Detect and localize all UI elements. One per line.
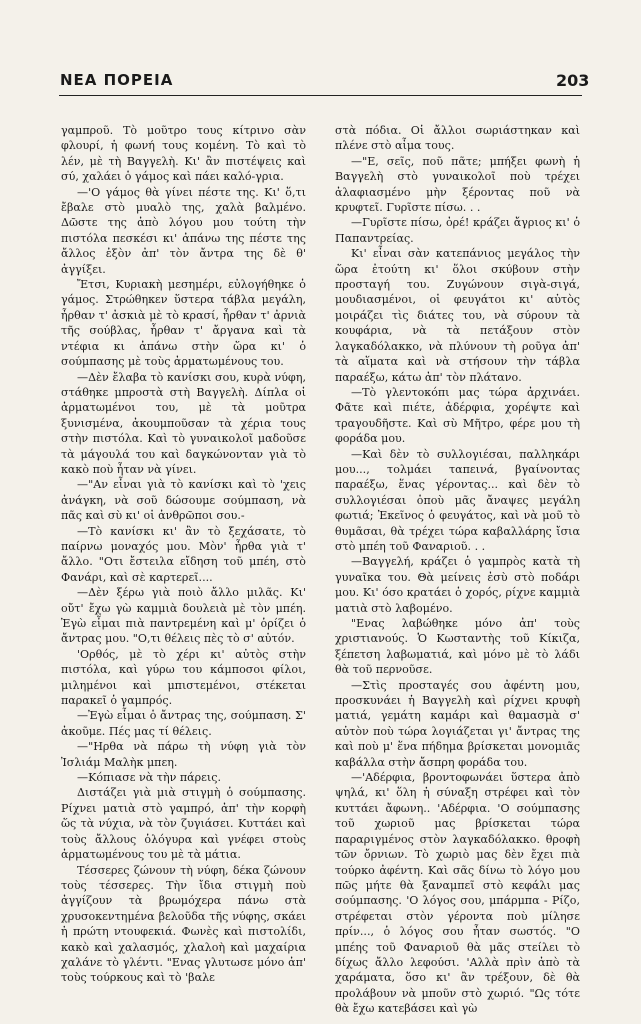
- paragraph: Κι' εἶναι σὰν κατεπάνιος μεγάλος τὴν ὥρα ἐτούτη κι' ὅλοι σκύβουν στὴν προσταγή του. Ζυγώνουν σιγὰ-σιγά, μουδιασμένοι, οἱ φευγάτοι κι' αὐτὸς μοιράζει τὶς διάτες του, νὰ σύρουν τὰ κουφάρια, νὰ τὰ πετάξουν στὸν λαγκαδόλακκο, νὰ πλύνουν τὴ ροῦγα ἀπ' τὰ αἵματα καὶ νὰ στήσουν τὴν τάβλα παραέξω, κάτω ἀπ' τὸν πλάτανο.: [335, 247, 580, 384]
- paragraph: 'Ορθός, μὲ τὸ χέρι κι' αὐτὸς στὴν πιστόλα, καὶ γύρω του κάμποσοι φίλοι, μιλημένοι καὶ μπιστεμένοι, στέκεται παρακεῖ ὁ γαμπρός.: [61, 647, 306, 708]
- paragraph: —Τὸ γλεντοκόπι μας τώρα ἀρχινάει. Φᾶτε καὶ πιέτε, ἀδέρφια, χορέψτε καὶ τραγουδῆστε. Καὶ σὺ Μῆτρο, φέρε μου τὴ φοράδα μου.: [335, 385, 580, 446]
- paragraph: "Ενας λαβώθηκε μόνο ἀπ' τοὺς χριστιανούς. Ὁ Κωσταντὴς τοῦ Κίκιζα, ξέπετση λαβωματιά, καὶ μόνο μὲ τὸ λάδι θὰ τοῦ περνοῦσε.: [335, 617, 580, 677]
- header-rule: [59, 95, 582, 96]
- left-text-column: [61, 123, 306, 986]
- paragraph: —Γυρῖστε πίσω, ὀρέ! κράζει ἄγριος κι' ὁ Παπαντρείας.: [335, 216, 580, 245]
- journal-title: ΝΕΑ ΠΟΡΕΙΑ: [60, 71, 174, 89]
- paragraph: στὰ πόδια. Οἱ ἄλλοι σωριάστηκαν καὶ πλένε στὸ αἷμα τους.: [335, 124, 580, 153]
- paragraph: —"Ε, σεῖς, ποῦ πᾶτε; μπήξει φωνὴ ἡ Βαγγελὴ στὸ γυναικολοῖ ποὺ τρέχει ἀλαφιασμένο μὴν ξέροντας ποῦ νὰ κρυφτεῖ. Γυρῖστε πίσω. . .: [335, 154, 580, 215]
- paragraph: —"Αν εἶναι γιὰ τὸ κανίσκι καὶ τὸ 'χεις ἀνάγκη, νὰ σοῦ δώσουμε σούμπαση, νὰ πᾶς καὶ σὺ κι' οἱ ἀνθρῶποι σου.-: [61, 478, 306, 523]
- paragraph: —Δὲν ξέρω γιὰ ποιὸ ἄλλο μιλᾶς. Κι' οὔτ' ἔχω γὼ καμμιὰ δουλειὰ μὲ τὸν μπέη. Ἐγὼ εἶμαι πιὰ παντρεμένη καὶ μ' ὁρίζει ὁ ἄντρας μου. "Ο,τι θέλεις πὲς τὸ σ' αὐτόν.: [61, 586, 306, 646]
- paragraph: —Καὶ δὲν τὸ συλλογιέσαι, παλληκάρι μου..., τολμάει ταπεινά, βγαίνοντας παραέξω, ἕνας γέροντας... καὶ δὲν τὸ συλλογιέσαι ὁποὺ μᾶς ἄναψες μεγάλη φωτιά; Ἐκεῖνος ὁ φευγάτος, καὶ νὰ μοῦ τὸ θυμᾶσαι, θὰ τρέχει τώρα καβαλλάρης ἴσια στὸ μπέη τοῦ Φαναριοῦ. . .: [335, 447, 580, 553]
- page-header: [0, 0, 641, 100]
- paragraph: —Δὲν ἔλαβα τὸ κανίσκι σου, κυρὰ νύφη, στάθηκε μπροστὰ στὴ Βαγγελὴ. Δίπλα οἱ ἀρματωμένοι του, μὲ τὰ μοῦτρα ξυνισμένα, ἀκουμποῦσαν τὰ χέρια τους στὴν πιστόλα. Καὶ τὸ γυναικολοῖ μαδοῦσε τὰ μάγουλά του καὶ δαγκώνονταν γιὰ τὸ κακὸ ποὺ ἦταν νὰ γίνει.: [61, 370, 306, 476]
- paragraph: —Ἐγὼ εἶμαι ὁ ἄντρας της, σούμπαση. Σ' ἀκοῦμε. Πές μας τί θέλεις.: [61, 709, 306, 738]
- paragraph: —'Ο γάμος θὰ γίνει πέστε της. Κι' ὅ,τι ἔβαλε στὸ μυαλὸ της, χαλὰ βαλμένο. Δῶστε της ἀπὸ λόγου μου τούτη τὴν πιστόλα πεσκέσι κι' ἀπάνω της πέστε της ἄλλος ἐξὸν ἀπ' τὸν ἄντρα της δὲ θ' ἀγγίξει.: [61, 185, 306, 276]
- paragraph: —Στὶς προσταγές σου ἀφέντη μου, προσκυνάει ἡ Βαγγελὴ καὶ ρίχνει κρυφὴ ματιά, γεμάτη καμάρι καὶ θαμασμὰ σ' αὐτὸν ποὺ τώρα λογιάζεται γι' ἄντρας της καὶ ποὺ μ' ἕνα πήδημα βρίσκεται μονομιᾶς καβάλλα στὴν ἄσπρη φοράδα του.: [335, 678, 580, 769]
- paragraph: —Τὸ κανίσκι κι' ἂν τὸ ξεχάσατε, τὸ παίρνω μοναχός μου. Μὸν' ἦρθα γιὰ τ' ἄλλο. "Οτι ἔστειλα εἴδηση τοῦ μπέη, στὸ Φανάρι, καὶ σὲ καρτερεῖ....: [61, 524, 306, 584]
- right-text-column: [335, 123, 580, 1017]
- page-number: 203: [556, 71, 590, 90]
- paragraph: Τέσσερες ζώνουν τὴ νύφη, δέκα ζώνουν τοὺς τέσσερες. Τὴν ἴδια στιγμὴ ποὺ ἀγγίζουν τὰ βρωμόχερα πάνω στὰ χρυσοκεντημένα βελοῦδα τῆς νύφης, σκάει ἡ πρώτη ντουφεκιά. Φωνὲς καὶ πιστολίδι, κακὸ καὶ χαλασμός, χλαλοὴ καὶ μαχαίρια χαλάνε τὸ γλέντι. "Ενας γλυτωσε μόνο ἀπ' τοὺς τούρκους καὶ τὸ 'βαλε: [61, 863, 306, 985]
- paragraph: —Κόπιασε νὰ τὴν πάρεις.: [77, 771, 221, 785]
- paragraph: γαμπροῦ. Τὸ μοῦτρο τους κίτρινο σὰν φλουρί, ἡ φωνή τους κομένη. Τὸ καὶ τὸ λέν, μὲ τὴ Βαγγελὴ. Κι' ἂν πιστέψεις καὶ σύ, χαλάει ὁ γάμος καὶ πάει καλό-γρια.: [61, 124, 306, 184]
- paragraph: —"Ηρθα νὰ πάρω τὴ νύφη γιὰ τὸν Ἰσλιάμ Μαλὴκ μπεη.: [61, 740, 306, 769]
- paragraph: Διστάζει γιὰ μιὰ στιγμὴ ὁ σούμπασης. Ρίχνει ματιὰ στὸ γαμπρό, ἀπ' τὴν κορφὴ ὥς τὰ νύχια, νὰ τὸν ζυγιάσει. Κυττάει καὶ τοὺς ἄλλους ὁλόγυρα καὶ γνέφει στοὺς ἀρματωμένους του μὲ τὰ μάτια.: [61, 786, 306, 862]
- paragraph: —'Αδέρφια, βροντοφωνάει ὕστερα ἀπὸ ψηλά, κι' ὅλη ἡ σύναξη στρέφει καὶ τὸν κυττάει ἄφωνη.. 'Αδέρφια. 'Ο σούμπασης τοῦ χωριοῦ μας βρίσκεται τώρα παραριγμένος στὸν λαγκαδόλακκο. θροφὴ τῶν ὄρνιων. Τὸ χωριὸ μας δὲν ἔχει πιὰ τούρκο ἀφέντη. Καὶ σᾶς δίνω τὸ λόγο μου πῶς μήτε θὰ ξαναμπεῖ στὸ κεφάλι μας σούμπασης. 'Ο λόγος σου, μπάρμπα - Ρίζο, στρέφεται στὸν γέροντα ποὺ μίλησε πρίν..., ὁ λόγος σου ἦταν σωστός. "Ο μπέης τοῦ Φαναριοῦ θὰ μᾶς στείλει τὸ δίχως ἄλλο λεφούσι. 'Αλλὰ πρὶν ἀπὸ τὰ χαράματα, ὅσο κι' ἂν τρέξουν, δὲ θὰ προλάβουν νὰ μποῦν στὸ χωριό. "Ως τότε θὰ ἔχω κατεβάσει καὶ γὼ: [335, 771, 580, 1016]
- paragraph: Ἔτσι, Κυριακὴ μεσημέρι, εὐλογήθηκε ὁ γάμος. Στρώθηκεν ὕστερα τάβλα μεγάλη, ἦρθαν τ' ἀσκιὰ μὲ τὸ κρασί, ἦρθαν τ' ἀρνιὰ τῆς σούβλας, ἦρθαν τ' ἄργανα καὶ τὰ ντέφια κι ἀπάνω στὴν ὥρα κι' ὁ σούμπασης μὲ τοὺς ἀρματωμένους του.: [61, 278, 306, 369]
- paragraph: —Βαγγελή, κράζει ὁ γαμπρὸς κατὰ τὴ γυναῖκα του. Θὰ μείνεις ἐσὺ στὸ ποδάρι μου. Κι' όσο κρατάει ὁ χορός, ρίχνε καμμιὰ ματιὰ στὸ λαβομένο.: [335, 555, 580, 615]
